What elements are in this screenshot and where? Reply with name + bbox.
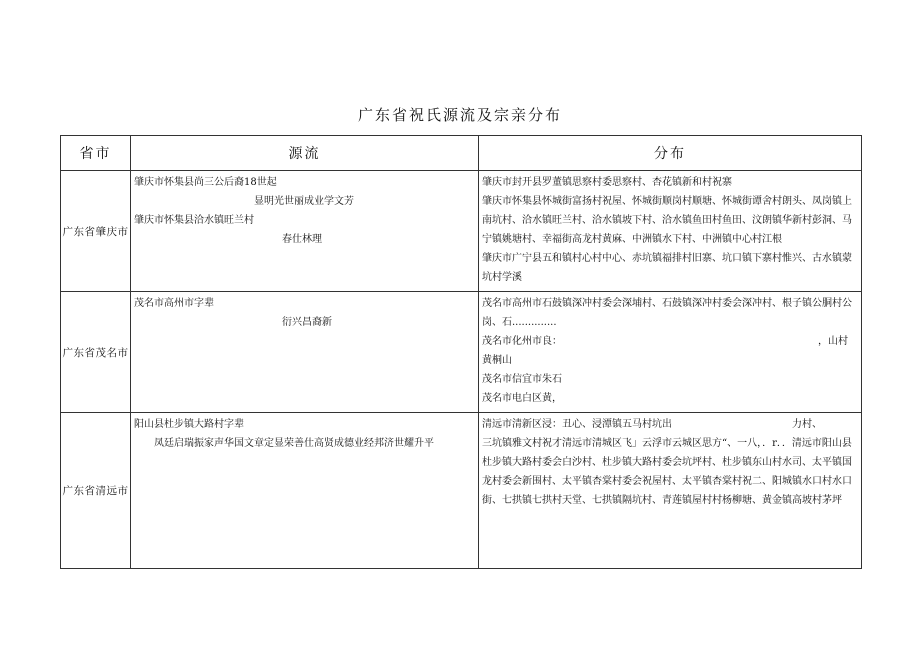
distribution-line: 黄桐山 bbox=[482, 355, 512, 366]
province-cell: 广东省茂名市 bbox=[61, 292, 131, 413]
distribution-line-wrap bbox=[482, 332, 858, 351]
distribution-line: 三坑镇雅文村祝才清远市清城区飞」云浮市云城区思方“、一八，．r．．清远市阳山县杜步镇大路村委会白沙村、杜步镇大路村委会坑坪村、杜步镇东山村水司、太平镇国龙村委会新围村、太平镇杏棠村委会祝屋村、太平镇杏棠村祝二、阳城镇水口村水口街、七拱镇七拱村天堂、七拱镇隔坑村、青莲镇屋村村杨柳塘、黄金镇高坡村茅坪 bbox=[482, 438, 852, 506]
distribution-line: 肇庆市封开县罗董镇思察村委思察村、杏花镇新和村祝寨 bbox=[482, 177, 732, 188]
distribution-line: 茂名市高州市石鼓镇深冲村委会深埔村、石鼓镇深冲村委会深冲村、根子镇公胴村公岗、石.............. bbox=[482, 298, 852, 328]
distribution-cell bbox=[479, 413, 862, 569]
table-row bbox=[61, 413, 862, 569]
table-header-row bbox=[61, 136, 862, 171]
generation-names: 显明光世丽成业学文芳 bbox=[254, 196, 354, 207]
header-province: 省市 bbox=[61, 136, 131, 171]
source-cell bbox=[131, 292, 479, 413]
distribution-line: 肇庆市怀集县怀城街富扬村祝屋、怀城街顺岗村顺塘、怀城街谭舍村朗头、凤岗镇上南坑村、洽水镇旺兰村、洽水镇坡下村、洽水镇鱼田村鱼田、汶朗镇华新村彭洞、马宁镇姚塘村、幸福街高龙村黄麻、中洲镇水下村、中洲镇中心村江根 bbox=[482, 196, 852, 245]
table-row bbox=[61, 171, 862, 292]
source-line: 阳山县杜步镇大路村字辈 bbox=[134, 419, 244, 430]
distribution-line: 茂名市电白区黄， bbox=[482, 393, 562, 404]
generation-names: 凤廷启瑞振家声华国文章定显荣善仕高贤成德业经邦济世耀升平 bbox=[154, 438, 434, 449]
distribution-line: 茂名市化州市良： bbox=[482, 336, 562, 347]
source-line: 肇庆市怀集县尚三公后裔18世起 bbox=[134, 177, 277, 188]
generation-names: 春仕林理 bbox=[282, 234, 322, 245]
distribution-line: 肇庆市广宁县五和镇村心村中心、赤坑镇福排村旧寨、坑口镇下寨村惟兴、古水镇蒙坑村学溪 bbox=[482, 253, 852, 283]
genealogy-table bbox=[60, 135, 862, 569]
distribution-line: 茂名市信宜市朱石 bbox=[482, 374, 562, 385]
header-source: 源流 bbox=[131, 136, 479, 171]
source-line: 肇庆市怀集县洽水镇旺兰村 bbox=[134, 215, 254, 226]
source-cell bbox=[131, 171, 479, 292]
distribution-cell bbox=[479, 292, 862, 413]
distribution-cell bbox=[479, 171, 862, 292]
page-title: 广东省祝氏源流及宗亲分布 bbox=[357, 106, 562, 124]
province-cell: 广东省肇庆市 bbox=[61, 171, 131, 292]
distribution-line: 力村、 bbox=[792, 419, 822, 430]
distribution-line: 清远市清新区浸：丑心、浸潭镇五马村坑出 bbox=[482, 419, 672, 430]
distribution-line: ，山村 bbox=[818, 336, 848, 347]
header-distribution: 分布 bbox=[479, 136, 862, 171]
province-cell: 广东省清远市 bbox=[61, 413, 131, 569]
table-row bbox=[61, 292, 862, 413]
distribution-line-wrap bbox=[482, 415, 858, 434]
source-cell bbox=[131, 413, 479, 569]
source-line: 茂名市高州市字辈 bbox=[134, 298, 214, 309]
generation-names: 衍兴昌裔新 bbox=[282, 317, 332, 328]
